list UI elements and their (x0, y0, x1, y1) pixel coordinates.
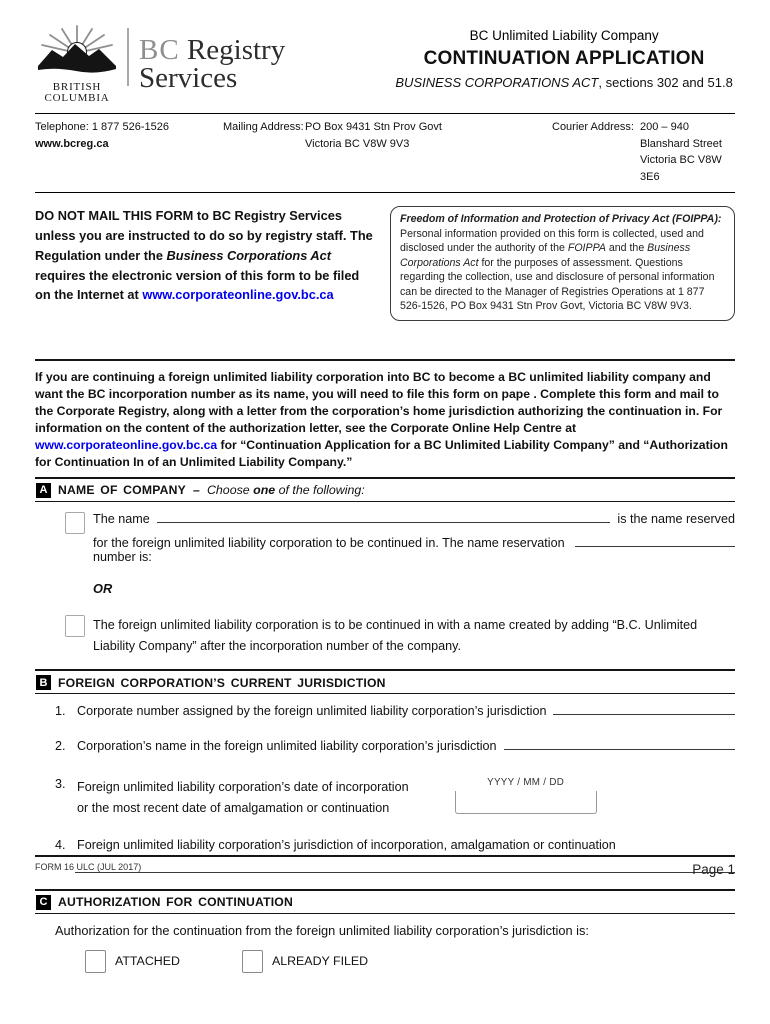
corporation-name-label: Corporation’s name in the foreign unlimited liability corporation’s jurisdiction (77, 739, 497, 754)
warning-text-2: requires the electronic version of this form to be filed on the Internet at (35, 267, 360, 303)
incorporation-date-input-box[interactable] (455, 791, 597, 814)
or-label: OR (93, 580, 113, 596)
section-c-badge: C (36, 895, 51, 910)
authorization-intro: Authorization for the continuation from the foreign unlimited liability corporation’s jurisdiction is: (55, 922, 589, 938)
intro-paragraph (35, 369, 735, 471)
foippa-text-3: for the purposes of assessment. Questions regarding the collection, use and disclosure of personal information can be directed to the Manager of Registries Operations at 1 877 526-1526, PO Box 9431 Stn Prov Govt, Victoria BC V8W 9V3. (400, 256, 715, 313)
reservation-number-input-line[interactable] (575, 546, 735, 547)
doc-type-label: BC Unlimited Liability Company (469, 28, 659, 43)
mailing-address-line2: Victoria BC V8W 9V3 (305, 137, 410, 150)
section-a-title: NAME OF COMPANY (58, 483, 186, 498)
numbered-name-checkbox[interactable] (65, 615, 85, 637)
reservation-number-label: for the foreign unlimited liability corporation to be continued in. The name reservation number is: (93, 535, 565, 564)
incorporation-date-label-line1: Foreign unlimited liability corporation’s date of incorporation (77, 780, 409, 795)
item-3-number: 3. (55, 777, 66, 792)
section-c-header (35, 889, 735, 914)
telephone: Telephone: 1 877 526-1526 (35, 121, 169, 134)
foippa-text-1: Personal information provided on this form is collected, used and disclosed under the authority of the (400, 227, 704, 255)
attached-checkbox[interactable] (85, 950, 106, 973)
is-name-reserved-label: is the name reserved (617, 511, 735, 526)
intro-text-1: If you are continuing a foreign unlimited liability corporation into BC to become a BC unlimited liability company and want the BC incorporation number as its name, you will need to file this form on pape . Complete this form and mail to the Corporate Registry, along with a letter from the corporation’s home jurisdiction authorizing the continuation in. For information on the content of the authorization letter, see the Corporate Online Help Centre at (35, 369, 723, 435)
org-name-line2: COLUMBIA (44, 92, 110, 105)
wordmark-registry: Registry (186, 34, 286, 66)
section-a-dash: – (192, 483, 200, 498)
corporate-number-label: Corporate number assigned by the foreign unlimited liability corporation’s jurisdiction (77, 704, 547, 719)
name-reserved-checkbox[interactable] (65, 512, 85, 534)
section-a-header (35, 477, 735, 502)
numbered-name-option (35, 615, 735, 657)
mailing-address-line1: PO Box 9431 Stn Prov Govt (305, 121, 442, 134)
choose-post: of the following: (275, 483, 365, 498)
item-2-number: 2. (55, 739, 66, 754)
authorization-checkboxes (35, 950, 735, 973)
section-a-subtitle (207, 483, 365, 497)
already-filed-checkbox[interactable] (242, 950, 263, 973)
item-1-number: 1. (55, 704, 66, 719)
section-b-title: FOREIGN CORPORATION’S CURRENT JURISDICTION (58, 675, 386, 690)
jurisdiction-item (35, 838, 735, 852)
corporate-number-item (35, 704, 735, 718)
act-sections: , sections 302 and 51.8 (598, 75, 733, 90)
section-c-title: AUTHORIZATION FOR CONTINUATION (58, 895, 293, 910)
act-citation (393, 75, 735, 90)
courier-address-line1: 200 – 940 Blanshard Street (640, 121, 722, 150)
corporation-name-item (35, 739, 735, 753)
corporation-name-input-line[interactable] (504, 749, 735, 750)
foippa-act-1: FOIPPA (567, 242, 606, 255)
courier-address-label: Courier Address: (552, 121, 634, 134)
bc-registry-wordmark (139, 24, 285, 93)
bc-provincial-crest (35, 24, 119, 104)
logo-divider (127, 28, 129, 86)
company-name-input-line[interactable] (157, 522, 611, 523)
section-b-header (35, 669, 735, 694)
contact-bar (35, 113, 735, 193)
incorporation-date-label-line2: or the most recent date of amalgamation or continuation (77, 800, 390, 815)
sunrise-mountains-icon (37, 24, 117, 76)
divider (35, 359, 735, 361)
name-reserved-option (35, 512, 735, 564)
date-field (451, 777, 601, 817)
the-name-label: The name (93, 511, 150, 526)
mailing-address-block (223, 119, 552, 185)
corporate-online-link[interactable]: www.corporateonline.gov.bc.ca (142, 287, 334, 303)
title-block (285, 24, 735, 90)
courier-address-block (552, 119, 735, 185)
item-4-number: 4. (55, 837, 66, 852)
choose-one: one (253, 483, 276, 498)
already-filed-label: ALREADY FILED (271, 954, 369, 969)
warning-text-1: DO NOT MAIL THIS FORM to BC Registry Services unless you are instructed to do so by registry staff. The Regulation under the (35, 208, 373, 263)
incorporation-date-item (35, 777, 735, 817)
intro-text-2: for “Continuation Application for a BC Unlimited Liability Company” and “Authorization for Continuation In of an Unlimited Liability Company.” (35, 437, 728, 469)
foippa-text-2: and the (605, 242, 648, 255)
mailing-address-label: Mailing Address: (223, 121, 304, 134)
warning-act-name: Business Corporations Act (166, 247, 332, 263)
bc-registry-logo (35, 24, 285, 104)
corporate-online-link-2[interactable]: www.corporateonline.gov.bc.ca (35, 437, 218, 452)
numbered-name-text: The foreign unlimited liability corporation is to be continued in with a name created by adding “B.C. Unlimited Liability Company” after the incorporation number of the company. (93, 617, 698, 653)
wordmark-services: Services (139, 62, 238, 95)
foippa-act-2: Business Corporations Act (400, 242, 691, 269)
form-title: CONTINUATION APPLICATION (423, 48, 705, 69)
form-id: FORM 16 ULC (JUL 2017) (35, 862, 142, 872)
bcreg-website-link[interactable]: www.bcreg.ca (35, 137, 109, 150)
courier-address-line2: Victoria BC V8W 3E6 (640, 154, 722, 183)
notice-row (35, 206, 735, 321)
jurisdiction-label: Foreign unlimited liability corporation’s jurisdiction of incorporation, amalgamation or continuation (77, 837, 616, 852)
attached-label: ATTACHED (115, 954, 180, 969)
choose-pre: Choose (206, 483, 254, 498)
foippa-lead: Freedom of Information and Protection of Privacy Act (FOIPPA): (400, 213, 722, 226)
section-a-badge: A (36, 483, 51, 498)
page-number: Page 1 (692, 862, 735, 877)
wordmark-bc: BC (139, 34, 180, 66)
date-format-label: YYYY / MM / DD (487, 777, 565, 789)
telephone-block (35, 119, 223, 185)
page-footer (35, 855, 735, 877)
do-not-mail-warning (35, 206, 377, 321)
foippa-privacy-box (390, 206, 735, 321)
header (35, 24, 735, 104)
act-name: BUSINESS CORPORATIONS ACT (395, 75, 599, 90)
org-name-line1: BRITISH (52, 81, 102, 93)
section-b-badge: B (36, 675, 51, 690)
corporate-number-input-line[interactable] (553, 714, 735, 715)
